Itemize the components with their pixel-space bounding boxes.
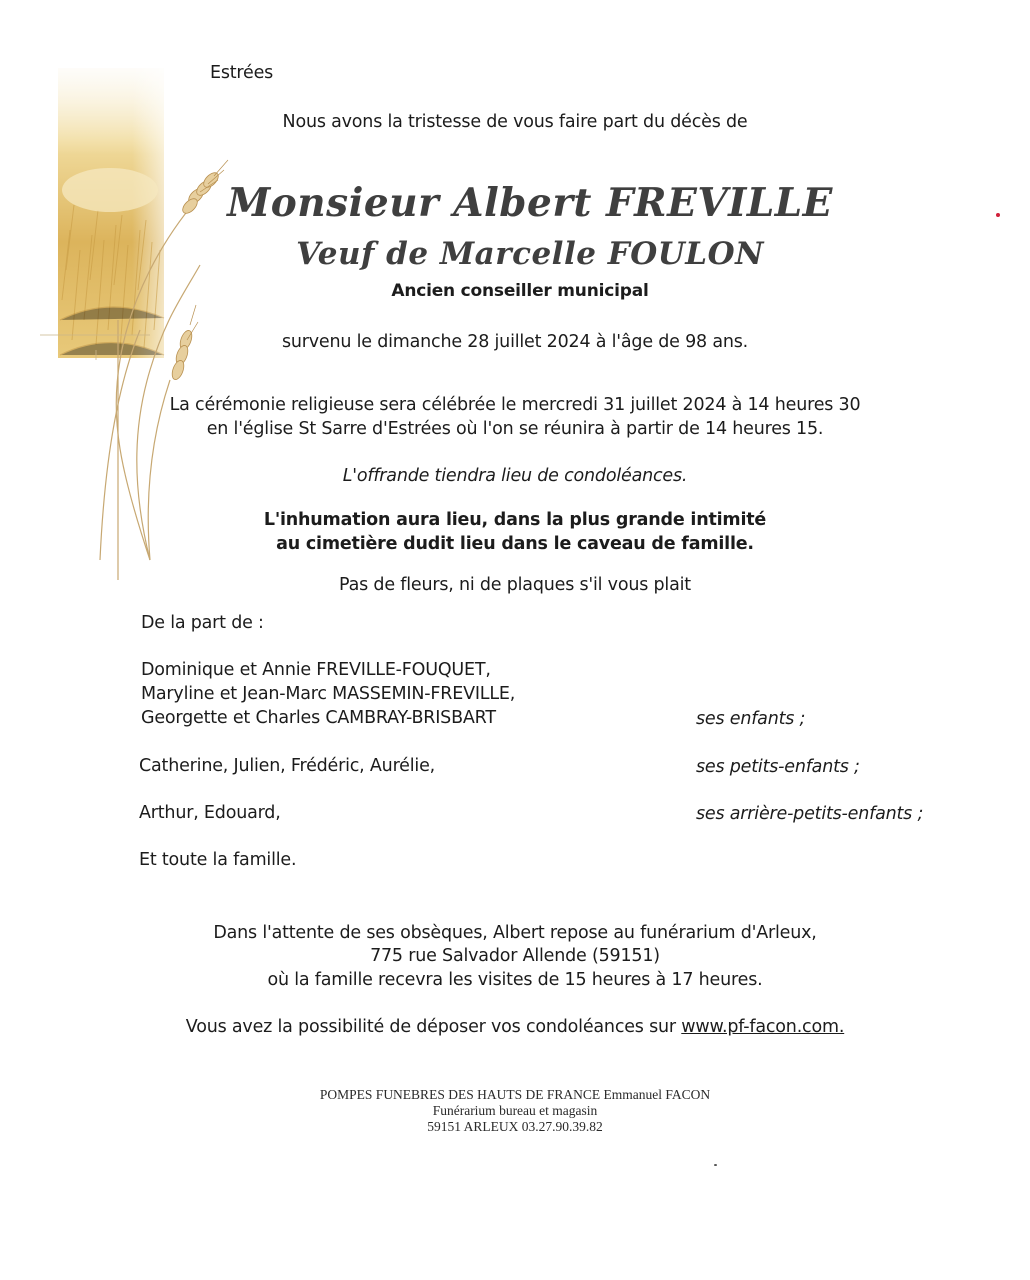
great-grandchildren-line: Arthur, Edouard, xyxy=(139,803,281,823)
all-family-line: Et toute la famille. xyxy=(139,850,297,870)
offering-line: L'offrande tiendra lieu de condoléances. xyxy=(342,466,688,486)
burial-line-1: L'inhumation aura lieu, dans la plus grande intimité xyxy=(263,510,767,530)
rest-line-3: où la famille recevra les visites de 15 heures à 17 heures. xyxy=(267,970,763,990)
condolences-text: Vous avez la possibilité de déposer vos condoléances sur xyxy=(185,1017,682,1037)
deceased-title: Ancien conseiller municipal xyxy=(391,281,649,301)
children-line-1: Dominique et Annie FREVILLE-FOUQUET, xyxy=(141,660,491,680)
no-flowers-line: Pas de fleurs, ni de plaques s'il vous plait xyxy=(339,575,691,595)
death-line: survenu le dimanche 28 juillet 2024 à l'âge de 98 ans. xyxy=(281,332,749,352)
children-line-3: Georgette et Charles CAMBRAY-BRISBART xyxy=(141,708,496,728)
condolences-line xyxy=(0,1017,1030,1037)
deceased-name: Monsieur Albert FREVILLE xyxy=(227,180,833,226)
rest-line-1: Dans l'attente de ses obsèques, Albert repose au funérarium d'Arleux, xyxy=(213,923,817,943)
footer-company: POMPES FUNEBRES DES HAUTS DE FRANCE Emmanuel FACON xyxy=(319,1087,711,1102)
ceremony-line-1: La cérémonie religieuse sera célébrée le mercredi 31 juillet 2024 à 14 heures 30 xyxy=(169,395,861,415)
grandchildren-line: Catherine, Julien, Frédéric, Aurélie, xyxy=(139,756,436,776)
ceremony-line-2: en l'église St Sarre d'Estrées où l'on se réunira à partir de 14 heures 15. xyxy=(206,419,824,439)
children-line-2: Maryline et Jean-Marc MASSEMIN-FREVILLE, xyxy=(141,684,516,704)
widower-line: Veuf de Marcelle FOULON xyxy=(296,236,764,272)
intro-text: Nous avons la tristesse de vous faire part du décès de xyxy=(282,112,748,132)
condolences-link[interactable]: www.pf-facon.com. xyxy=(681,1017,845,1037)
footer-address-2: 59151 ARLEUX 03.27.90.39.82 xyxy=(427,1119,603,1134)
ink-speck-2 xyxy=(714,1164,717,1166)
great-grandchildren-role: ses arrière-petits-enfants ; xyxy=(696,804,924,824)
rest-line-2: 775 rue Salvador Allende (59151) xyxy=(370,946,660,966)
footer-address-1: Funérarium bureau et magasin xyxy=(432,1103,598,1118)
burial-line-2: au cimetière dudit lieu dans le caveau de famille. xyxy=(276,534,754,554)
grandchildren-role: ses petits-enfants ; xyxy=(696,757,860,777)
from-label: De la part de : xyxy=(141,613,264,633)
location-label: Estrées xyxy=(210,63,274,83)
children-role: ses enfants ; xyxy=(696,709,806,729)
